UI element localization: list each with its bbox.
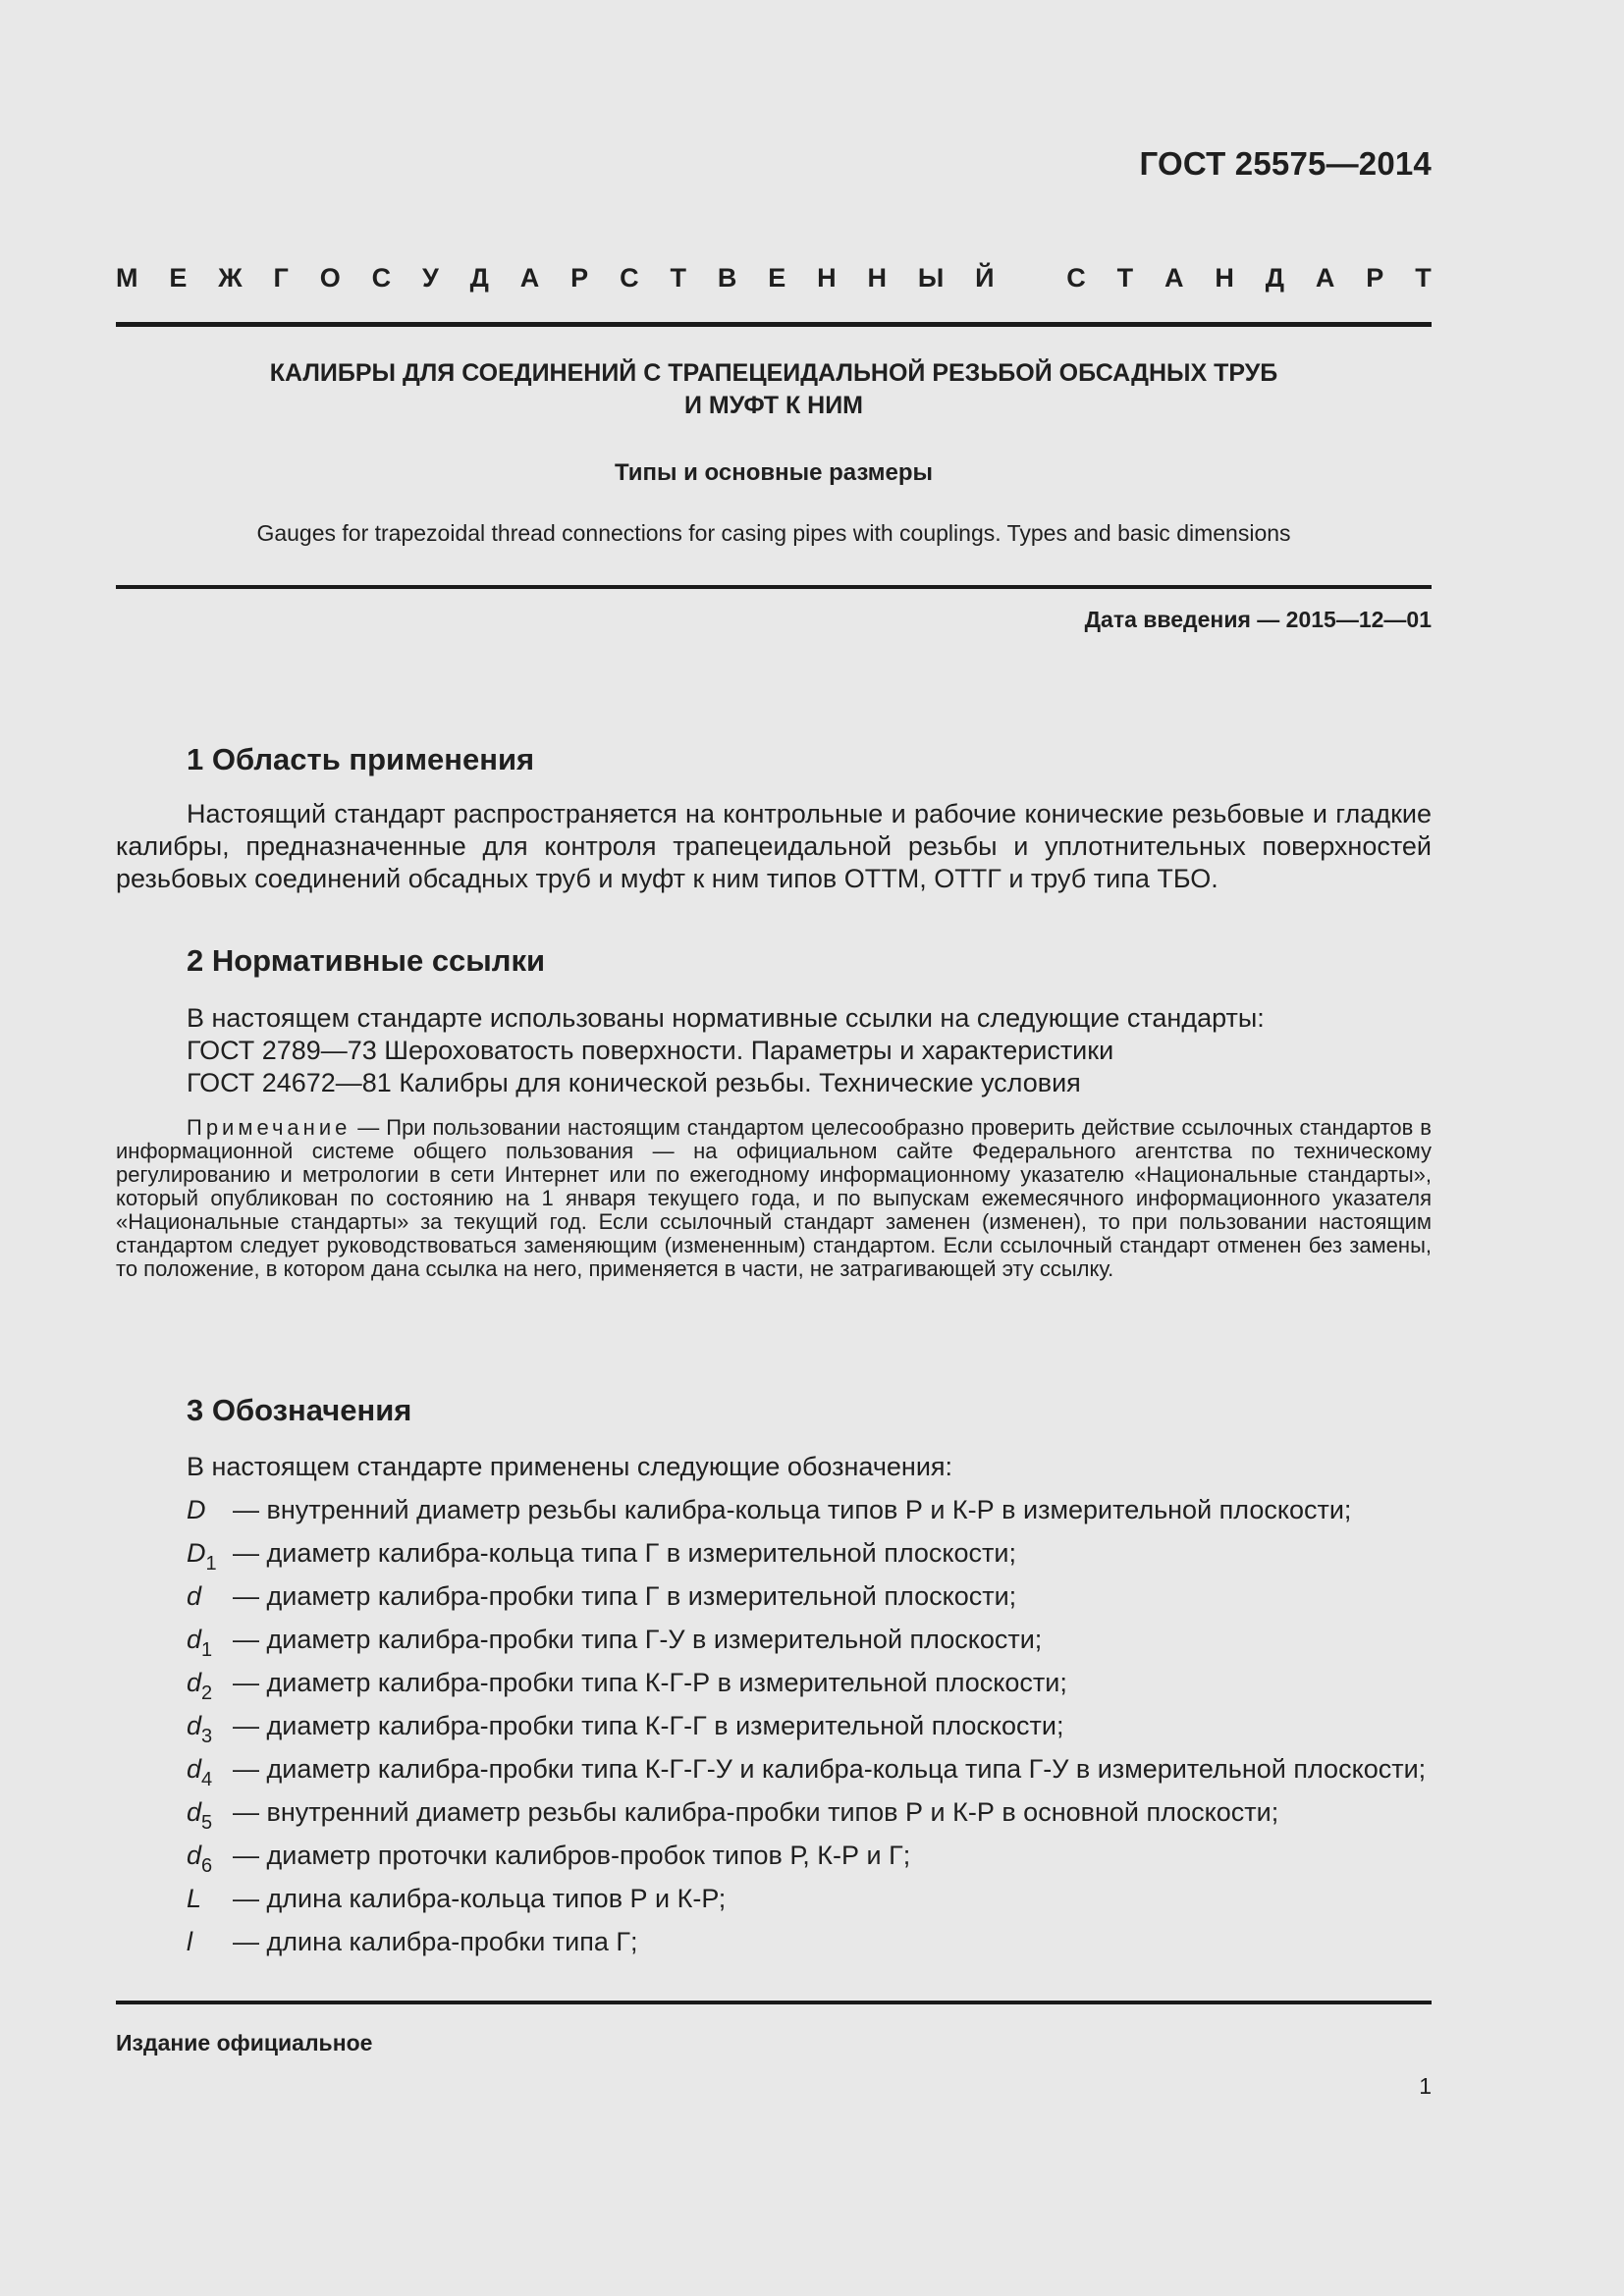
header-rule	[116, 322, 1432, 327]
symbol-definition: — диаметр проточки калибров-пробок типов Р, К-Р и Г;	[233, 1841, 911, 1870]
symbol-definition: — диаметр калибра-пробки типа К-Г-Г-У и калибра-кольца типа Г-У в измерительной плоскости;	[233, 1754, 1427, 1784]
note-paragraph	[116, 1116, 1432, 1281]
symbol-subscript: 6	[201, 1855, 213, 1877]
symbol-letter: d	[187, 1711, 202, 1740]
document-page	[116, 0, 1432, 2296]
banner-word-gap	[1025, 263, 1035, 294]
symbol-letter: d	[187, 1841, 202, 1870]
banner-letter: Т	[1415, 263, 1432, 293]
symbol	[187, 1753, 213, 1790]
reference-gost-24672: ГОСТ 24672—81 Калибры для конической резьбы. Технические условия	[187, 1068, 1081, 1097]
symbol-letter: d	[187, 1754, 202, 1784]
symbol-row	[187, 1710, 1432, 1745]
english-title: Gauges for trapezoidal thread connections for casing pipes with couplings. Types and basic dimensions	[256, 520, 1291, 546]
symbol-letter: d	[187, 1625, 202, 1654]
banner-letter: Т	[1116, 263, 1134, 293]
banner-letter: Н	[867, 263, 887, 293]
title-rule	[116, 585, 1432, 589]
symbol-definition: — длина калибра-кольца типов Р и К-Р;	[233, 1884, 727, 1913]
symbol-subscript: 1	[205, 1553, 217, 1575]
symbol-definition: — длина калибра-пробки типа Г;	[233, 1927, 638, 1956]
symbol-row	[187, 1494, 1432, 1529]
document-title	[116, 357, 1432, 422]
banner-letter: С	[371, 263, 392, 293]
introduction-date: Дата введения — 2015—12—01	[1084, 607, 1432, 632]
banner-letter: Н	[817, 263, 837, 293]
symbol-row	[187, 1624, 1432, 1659]
symbol-letter: D	[187, 1495, 206, 1524]
banner-letter: Н	[1215, 263, 1234, 293]
symbol	[187, 1710, 213, 1747]
banner-letter: Е	[768, 263, 786, 293]
banner-letter: С	[620, 263, 639, 293]
banner-letter: Г	[273, 263, 289, 293]
page-number: 1	[1419, 2073, 1432, 2099]
symbol-definition: — диаметр калибра-пробки типа К-Г-Р в измерительной плоскости;	[233, 1668, 1067, 1697]
symbol-row	[187, 1580, 1432, 1616]
symbol	[187, 1926, 192, 1958]
section-1-text: Настоящий стандарт распространяется на контрольные и рабочие конические резьбовые и гладкие калибры, предназначенные для контроля трапецеидальной резьбы и уплотнительных поверхностей резьбовых соединений обсадных труб и муфт к ним типов ОТТМ, ОТТГ и труб типа ТБО.	[116, 799, 1432, 893]
official-edition-label: Издание официальное	[116, 2030, 373, 2056]
symbol-definition: — диаметр калибра-пробки типа Г-У в измерительной плоскости;	[233, 1625, 1043, 1654]
symbol-row	[187, 1753, 1432, 1789]
symbol-letter: d	[187, 1797, 202, 1827]
symbol-row	[187, 1667, 1432, 1702]
symbol	[187, 1624, 213, 1661]
symbol-subscript: 2	[201, 1682, 213, 1704]
symbol-definition: — внутренний диаметр резьбы калибра-пробки типов Р и К-Р в основной плоскости;	[233, 1797, 1279, 1827]
banner-letter: Т	[670, 263, 686, 293]
symbol-subscript: 4	[201, 1769, 213, 1790]
banner-letter: Ж	[218, 263, 243, 293]
footer-rule	[116, 2001, 1432, 2004]
symbol-subscript: 3	[201, 1726, 213, 1747]
symbol-row	[187, 1883, 1432, 1918]
symbol	[187, 1667, 213, 1704]
symbol	[187, 1494, 206, 1526]
banner-letter: Й	[975, 263, 995, 293]
document-number: ГОСТ 25575—2014	[1139, 145, 1432, 182]
note-label: Примечание	[187, 1115, 352, 1140]
banner-letter: А	[1315, 263, 1335, 293]
symbol-subscript: 5	[201, 1812, 213, 1834]
symbol-letter: d	[187, 1581, 202, 1611]
symbol	[187, 1537, 217, 1575]
symbol-subscript: 1	[201, 1639, 213, 1661]
banner-letter: В	[717, 263, 737, 293]
symbol	[187, 1883, 201, 1915]
symbol-definition: — внутренний диаметр резьбы калибра-кольца типов Р и К-Р в измерительной плоскости;	[233, 1495, 1352, 1524]
symbol-row	[187, 1840, 1432, 1875]
banner-letter: Ы	[917, 263, 945, 293]
banner-letter: Р	[1366, 263, 1384, 293]
section-2-intro: В настоящем стандарте использованы нормативные ссылки на следующие стандарты:	[187, 1003, 1265, 1033]
title-line-2: И МУФТ К НИМ	[684, 392, 863, 419]
symbol-row	[187, 1796, 1432, 1832]
banner-letter: Д	[1265, 263, 1285, 293]
symbol	[187, 1840, 213, 1877]
banner-letter: Р	[570, 263, 589, 293]
banner-letter: Д	[469, 263, 489, 293]
banner-letter: Е	[169, 263, 188, 293]
note-text: — При пользовании настоящим стандартом целесообразно проверить действие ссылочных стандартов в информационной системе общего пользования — на официальном сайте Федерального агентства по техническому регулированию и метрологии в сети Интернет или по ежегодному информационному указателю «Национальные стандарты», который опубликован по состоянию на 1 января текущего года, и по выпускам ежемесячного информационного указателя «Национальные стандарты» за текущий год. Если ссылочный стандарт заменен (изменен), то при пользовании настоящим стандартом следует руководствоваться заменяющим (измененным) стандартом. Если ссылочный стандарт отменен без замены, то положение, в котором дана ссылка на него, применяется в части, не затрагивающей эту ссылку.	[116, 1115, 1432, 1281]
symbol-row	[187, 1926, 1432, 1961]
banner-letter: А	[519, 263, 540, 293]
symbol-definition: — диаметр калибра-пробки типа Г в измерительной плоскости;	[233, 1581, 1017, 1611]
symbol-definition: — диаметр калибра-кольца типа Г в измерительной плоскости;	[233, 1538, 1016, 1568]
banner-letter: А	[1164, 263, 1184, 293]
symbol-row	[187, 1537, 1432, 1573]
symbol-definition: — диаметр калибра-пробки типа К-Г-Г в измерительной плоскости;	[233, 1711, 1064, 1740]
symbol-letter: d	[187, 1668, 202, 1697]
section-1-heading: 1 Область применения	[187, 742, 535, 776]
symbol	[187, 1796, 213, 1834]
reference-gost-2789: ГОСТ 2789—73 Шероховатость поверхности. Параметры и характеристики	[187, 1036, 1114, 1065]
banner-letter: С	[1066, 263, 1086, 293]
section-2-heading: 2 Нормативные ссылки	[187, 943, 546, 978]
section-3-intro: В настоящем стандарте применены следующие обозначения:	[187, 1452, 953, 1481]
symbol-letter: l	[187, 1927, 192, 1956]
interstate-standard-banner	[116, 263, 1432, 294]
banner-letter: У	[422, 263, 439, 293]
document-subtitle: Типы и основные размеры	[614, 459, 934, 486]
symbol-letter: L	[187, 1884, 202, 1913]
title-line-1: КАЛИБРЫ ДЛЯ СОЕДИНЕНИЙ С ТРАПЕЦЕИДАЛЬНОЙ РЕЗЬБОЙ ОБСАДНЫХ ТРУБ	[269, 359, 1278, 387]
symbol	[187, 1580, 201, 1613]
banner-letter: О	[319, 263, 341, 293]
section-3-heading: 3 Обозначения	[187, 1393, 412, 1427]
symbol-letter: D	[187, 1538, 206, 1568]
banner-letter: М	[116, 263, 138, 293]
